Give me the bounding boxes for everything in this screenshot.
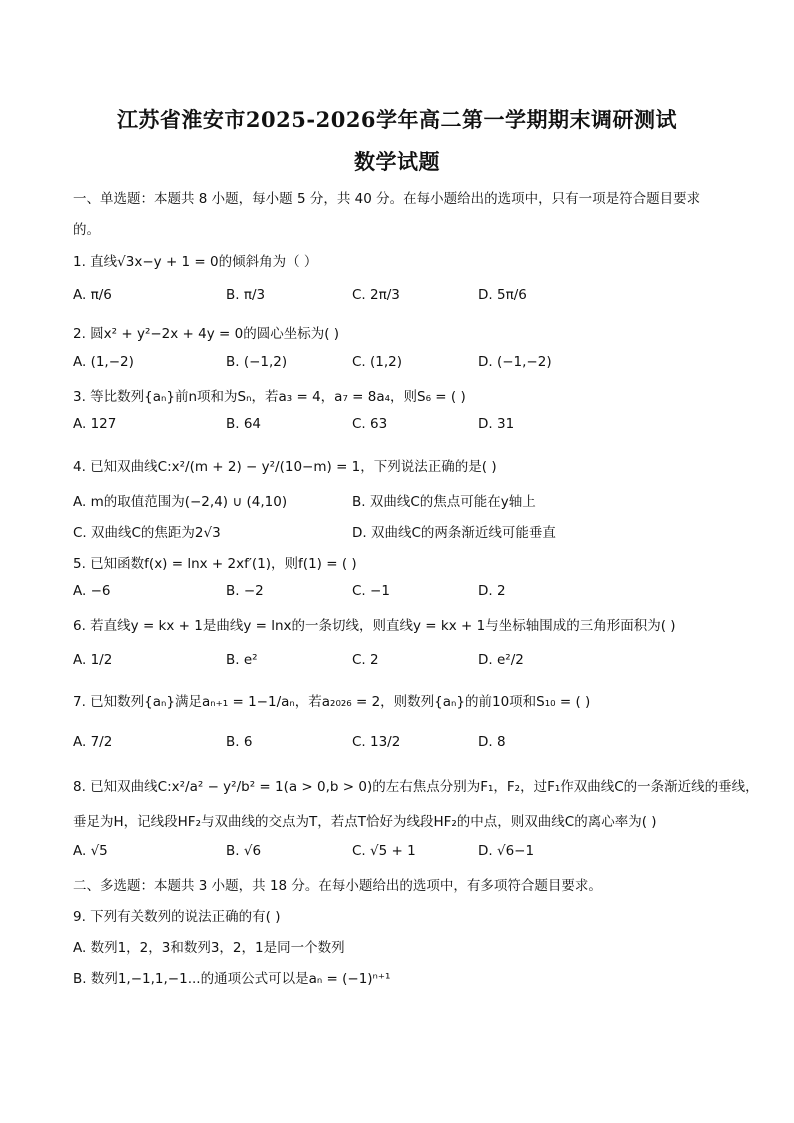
question-9-option-a: A. 数列1，2，3和数列3，2，1是同一个数列 — [73, 940, 345, 956]
question-6-option-a: A. 1/2 — [73, 652, 113, 668]
section1-header-cont: 的。 — [73, 222, 100, 238]
question-2-option-d: D. (−1,−2) — [478, 354, 552, 370]
question-2-option-c: C. (1,2) — [352, 354, 403, 370]
question-6-option-c: C. 2 — [352, 652, 379, 668]
question-7-stem: 7. 已知数列{aₙ}满足aₙ₊₁ = 1−1/aₙ，若a₂₀₂₆ = 2，则数列{aₙ}的前10项和S₁₀ = ( ) — [73, 694, 591, 710]
question-6-option-b: B. e² — [226, 652, 258, 668]
question-5-option-c: C. −1 — [352, 583, 390, 599]
question-2-stem: 2. 圆x² + y²−2x + 4y = 0的圆心坐标为( ) — [73, 326, 340, 342]
question-2-option-a: A. (1,−2) — [73, 354, 134, 370]
question-8-option-b: B. √6 — [226, 843, 262, 859]
question-5-option-b: B. −2 — [226, 583, 264, 599]
question-5-stem: 5. 已知函数f(x) = lnx + 2xf′(1)，则f(1) = ( ) — [73, 556, 357, 572]
question-8-option-c: C. √5 + 1 — [352, 843, 416, 859]
question-6-stem: 6. 若直线y = kx + 1是曲线y = lnx的一条切线，则直线y = kx + 1与坐标轴围成的三角形面积为( ) — [73, 618, 676, 634]
question-8-stem-cont: 垂足为H，记线段HF₂与双曲线的交点为T，若点T恰好为线段HF₂的中点，则双曲线C的离心率为( ) — [73, 814, 657, 830]
question-6-option-d: D. e²/2 — [478, 652, 524, 668]
question-1-option-b: B. π/3 — [226, 287, 266, 303]
page-subtitle: 数学试题 — [354, 149, 440, 174]
question-7-option-c: C. 13/2 — [352, 734, 401, 750]
question-4-option-d: D. 双曲线C的两条渐近线可能垂直 — [352, 525, 556, 541]
question-4-option-b: B. 双曲线C的焦点可能在y轴上 — [352, 494, 536, 510]
question-8-option-d: D. √6−1 — [478, 843, 535, 859]
question-9-option-b: B. 数列1,−1,1,−1...的通项公式可以是aₙ = (−1)ⁿ⁺¹ — [73, 971, 391, 987]
section2-header: 二、多选题：本题共 3 小题，共 18 分。在每小题给出的选项中，有多项符合题目要求。 — [73, 878, 602, 894]
question-3-stem: 3. 等比数列{aₙ}前n项和为Sₙ，若a₃ = 4，a₇ = 8a₄，则S₆ = ( ) — [73, 389, 466, 405]
question-1-option-c: C. 2π/3 — [352, 287, 400, 303]
question-1-stem: 1. 直线√3x−y + 1 = 0的倾斜角为（ ） — [73, 254, 318, 270]
page-title: 江苏省淮安市2025-2026学年高二第一学期期末调研测试 — [116, 107, 678, 132]
question-3-option-b: B. 64 — [226, 416, 262, 432]
question-2-option-b: B. (−1,2) — [226, 354, 288, 370]
question-8-stem: 8. 已知双曲线C:x²/a² − y²/b² = 1(a > 0,b > 0)的左右焦点分别为F₁，F₂，过F₁作双曲线C的一条渐近线的垂线， — [73, 779, 759, 795]
question-7-option-d: D. 8 — [478, 734, 506, 750]
question-1-option-a: A. π/6 — [73, 287, 112, 303]
question-3-option-a: A. 127 — [73, 416, 117, 432]
question-3-option-d: D. 31 — [478, 416, 515, 432]
question-7-option-b: B. 6 — [226, 734, 253, 750]
question-1-option-d: D. 5π/6 — [478, 287, 527, 303]
question-5-option-d: D. 2 — [478, 583, 506, 599]
question-9-stem: 9. 下列有关数列的说法正确的有( ) — [73, 909, 281, 925]
section1-header: 一、单选题：本题共 8 小题，每小题 5 分，共 40 分。在每小题给出的选项中，只有一项是符合题目要求 — [73, 191, 701, 207]
question-4-option-c: C. 双曲线C的焦距为2√3 — [73, 525, 221, 541]
question-5-option-a: A. −6 — [73, 583, 111, 599]
question-4-option-a: A. m的取值范围为(−2,4) ∪ (4,10) — [73, 494, 288, 510]
question-7-option-a: A. 7/2 — [73, 734, 113, 750]
question-8-option-a: A. √5 — [73, 843, 108, 859]
question-3-option-c: C. 63 — [352, 416, 388, 432]
question-4-stem: 4. 已知双曲线C:x²/(m + 2) − y²/(10−m) = 1，下列说法正确的是( ) — [73, 459, 497, 475]
